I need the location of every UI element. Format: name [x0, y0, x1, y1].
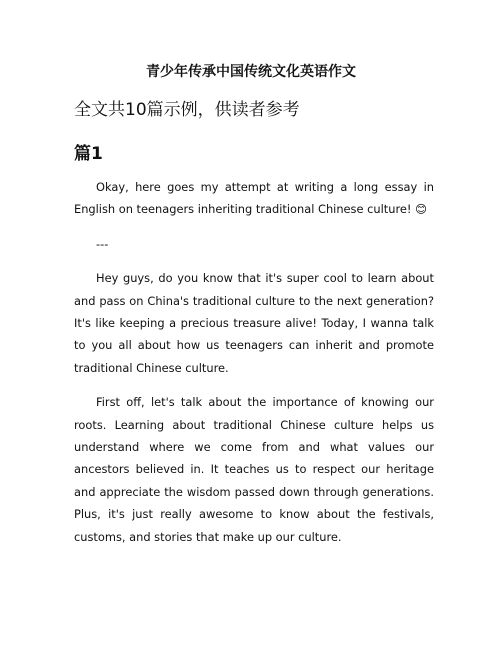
document-title: 青少年传承中国传统文化英语作文 — [146, 64, 356, 80]
essay-body — [74, 176, 434, 560]
essay-paragraph: Okay, here goes my attempt at writing a long essay in English on teenagers inheriting traditional Chinese culture! 😊 — [74, 180, 434, 217]
section-heading: 篇1 — [74, 144, 103, 164]
separator-line: --- — [96, 236, 109, 251]
essay-paragraph: Hey guys, do you know that it's super cool to learn about and pass on China's traditional culture to the next generation? It's like keeping a precious treasure alive! Today, I wanna talk to you all about how us teenagers can inherit and promote traditional Chinese culture. — [74, 271, 434, 375]
document-subtitle: 全文共10篇示例，供读者参考 — [74, 100, 300, 120]
essay-paragraph: First off, let's talk about the importance of knowing our roots. Learning about traditional Chinese culture helps us understand where we come from and what values our ancestors believed in. It teaches us to respect our heritage and appreciate the wisdom passed down through generations. Plus, it's just really awesome to know about the festivals, customs, and stories that make up our culture. — [74, 395, 434, 544]
